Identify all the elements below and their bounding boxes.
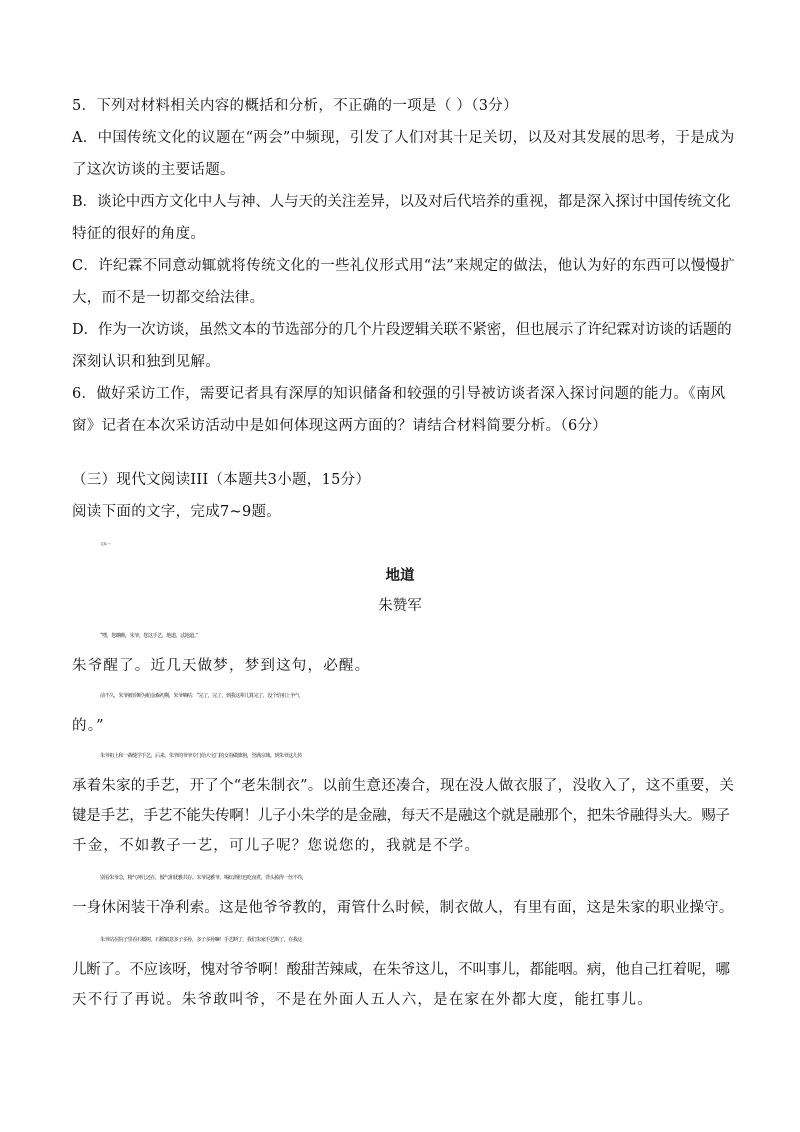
story-paragraph-3-line-2: 的。” (72, 718, 105, 734)
story-paragraph-5-line-2: 一身休闲装干净利索。这是他爷爷教的，甭管什么时候，制衣做人，有里有面，这是朱家的职业操守。 (72, 900, 734, 916)
option-c-line-1: C．许纪霖不同意动辄就将传统文化的一些礼仪形式用“法”来规定的做法，他认为好的东西可以慢慢扩 (72, 258, 736, 274)
question-5-stem: 5．下列对材料相关内容的概括和分析，不正确的一项是（ ）（3分） (72, 98, 518, 114)
text-one-label: 文本一： (100, 542, 113, 546)
story-paragraph-4-line-4: 千金，不如教子一艺，可儿子呢？您说您的，我就是不学。 (72, 838, 481, 854)
option-b-line-1: B．谈论中西方文化中人与神、人与天的关注差异，以及对后代培养的重视，都是深入探讨中国传统文化 (72, 194, 731, 210)
story-paragraph-6-line-3: 天不行了再说。朱爷敢叫爷，不是在外面人五人六，是在家在外都大度，能扛事儿。 (72, 992, 653, 1008)
story-title: 地道 (385, 567, 415, 584)
option-a-line-2: 了这次访谈的主要话题。 (72, 162, 235, 178)
story-paragraph-6-line-2: 儿断了。不应该呀，愧对爷爷啊！酸甜苦辣咸，在朱爷这儿，不叫事儿，都能咽。病，他自己扛着呢，哪 (72, 962, 730, 978)
story-paragraph-5-line-1: 别看朱爷急，精气神儿还在，傲气和优雅共存。朱爷是雅爷，喝红酒但也吃卤煮，背头梳得一丝不苟， (100, 875, 307, 881)
story-paragraph-4-line-3: 键是手艺，手艺不能失传啊！儿子小朱学的是金融，每天不是融这个就是融那个，把朱爷融得头大。赐子 (72, 808, 730, 824)
story-paragraph-3-line-1: 前不久，朱爷被诊断为帕金森初期，朱爷嘀咕：“完了，完了，到我这辈儿算完了，没个给祖上争气 (100, 693, 300, 699)
option-d-line-2: 深刻认识和独到见解。 (72, 354, 220, 370)
story-author: 朱赞军 (378, 598, 422, 614)
story-paragraph-4-line-1: 朱爷祖上和一裁缝学手艺，后来，朱爷的爷爷专门给大宅门的女眷做旗袍，誉满京城。到朱爷这儿传 (100, 753, 302, 759)
option-d-line-1: D．作为一次访谈，虽然文本的节选部分的几个片段逻辑关联不紧密，但也展示了许纪霖对访谈的话题的 (72, 322, 732, 338)
story-paragraph-1: “嘿，您瞧瞧，朱爷，您这手艺，地道，忒地道。” (100, 633, 198, 639)
section-heading: （三）现代文阅读III（本题共3小题，15分） (72, 472, 371, 488)
story-paragraph-4-line-2: 承着朱家的手艺，开了个“老朱制衣”。以前生意还凑合，现在没人做衣服了，没收入了，这不重要，关 (72, 778, 735, 794)
option-a-line-1: A．中国传统文化的议题在“两会”中频现，引发了人们对其十足关切，以及对其发展的思考，于是成为 (72, 130, 735, 146)
question-6-line-1: 6．做好采访工作，需要记者具有深厚的知识储备和较强的引导被访谈者深入探讨问题的能力。《南风 (72, 386, 726, 402)
option-c-line-2: 大，而不是一切都交给法律。 (72, 290, 265, 306)
story-paragraph-2: 朱爷醒了。近几天做梦，梦到这句，必醒。 (72, 658, 371, 674)
story-paragraph-6-line-1: 朱爷站在院子里看石榴树。石榴寓意多子多孙，多子多孙嘛！手艺断了，我们朱家手艺断了，在我这 (100, 937, 302, 943)
question-6-line-2: 窗》记者在本次采访活动中是如何体现这两方面的？请结合材料简要分析。（6分） (72, 418, 608, 434)
reading-instruction: 阅读下面的文字，完成7~9题。 (72, 504, 282, 520)
option-b-line-2: 特征的很好的角度。 (72, 226, 206, 242)
